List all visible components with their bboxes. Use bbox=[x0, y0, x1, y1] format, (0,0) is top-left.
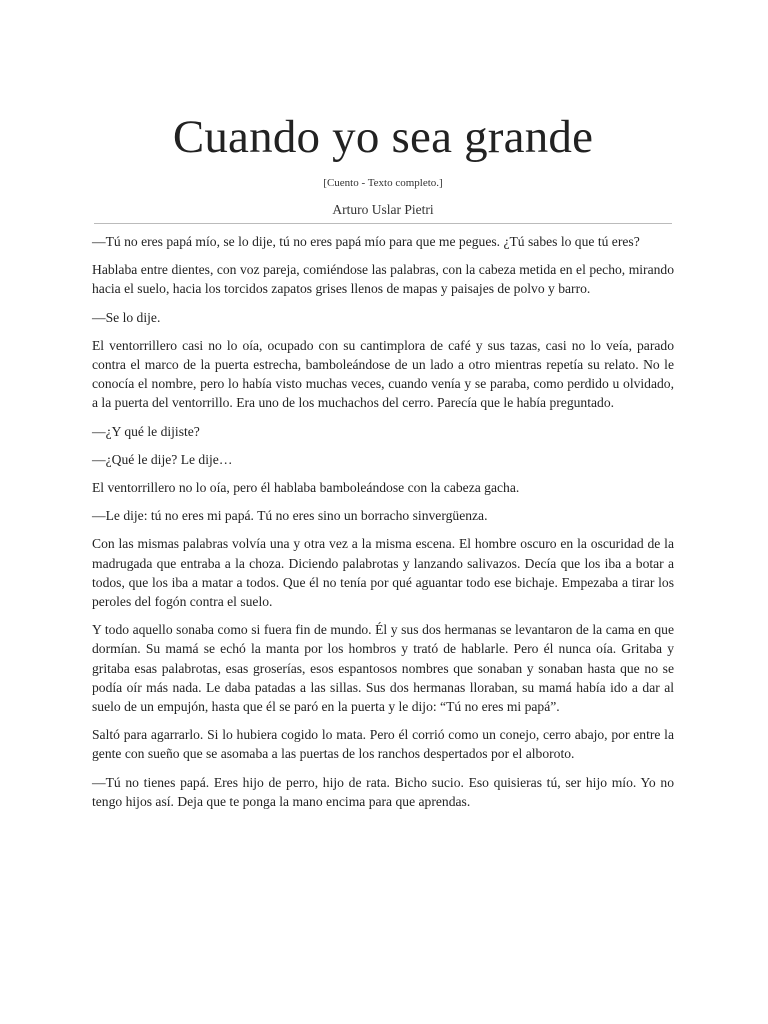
header-divider bbox=[94, 223, 672, 224]
paragraph: Con las mismas palabras volvía una y otra vez a la misma escena. El hombre oscuro en la oscuridad de la madrugada que entraba a la choza. Diciendo palabrotas y lanzando salivazos. Decía que los iba a botar a todos, que los iba a matar a todos. Que él no tenía por qué aguantar todo ese bichaje. Empezaba a tirar los peroles del fogón contra el suelo. bbox=[92, 536, 674, 610]
document-subtitle: [Cuento - Texto completo.] bbox=[323, 177, 443, 189]
paragraph: Hablaba entre dientes, con voz pareja, comiéndose las palabras, con la cabeza metida en el pecho, mirando hacia el suelo, hacia los torcidos zapatos grises llenos de mapas y paisajes de polvo y barro. bbox=[92, 262, 674, 297]
paragraph: —¿Qué le dije? Le dije… bbox=[92, 451, 233, 467]
paragraph: —Tú no eres papá mío, se lo dije, tú no eres papá mío para que me pegues. ¿Tú sabes lo que tú eres? bbox=[92, 234, 640, 249]
document-body bbox=[92, 232, 674, 811]
paragraph: Saltó para agarrarlo. Si lo hubiera cogido lo mata. Pero él corrió como un conejo, cerro abajo, por entre la gente con sueño que se asomaba a las puertas de los ranchos despertados por el alboroto. bbox=[92, 727, 674, 762]
document-author: Arturo Uslar Pietri bbox=[332, 202, 434, 217]
paragraph: El ventorrillero casi no lo oía, ocupado con su cantimplora de café y sus tazas, casi no lo veía, parado contra el marco de la puerta estrecha, bamboleándose de un lado a otro mientras repetía su relato. No le conocía el nombre, pero lo había visto muchas veces, cuando venía y se paraba, como perdido u olvidado, a la puerta del ventorrillo. Era uno de los muchachos del cerro. Parecía que le había preguntado. bbox=[92, 337, 674, 411]
paragraph: —Le dije: tú no eres mi papá. Tú no eres sino un borracho sinvergüenza. bbox=[92, 508, 488, 524]
paragraph: Y todo aquello sonaba como si fuera fin de mundo. Él y sus dos hermanas se levantaron de la cama en que dormían. Su mamá se echó la manta por los hombros y trató de hablarle. Pero él nunca oía. Gritaba y gritaba esas palabrotas, esas groserías, esos espantosos nombres que sonaban y sonaban hasta que no se podía oír más nada. Le daba patadas a las sillas. Sus dos hermanas lloraban, su mamá había ido a dar al suelo de un empujón, hasta que él se paró en la puerta y le dijo: “Tú no eres mi papá”. bbox=[92, 622, 674, 715]
paragraph: —Se lo dije. bbox=[92, 309, 161, 325]
paragraph: —Tú no tienes papá. Eres hijo de perro, hijo de rata. Bicho sucio. Eso quisieras tú, ser hijo mío. Yo no tengo hijos así. Deja que te ponga la mano encima para que aprendas. bbox=[92, 774, 674, 809]
document-page bbox=[92, 108, 674, 820]
paragraph: —¿Y qué le dijiste? bbox=[92, 423, 200, 439]
document-title: Cuando yo sea grande bbox=[172, 111, 594, 163]
paragraph: El ventorrillero no lo oía, pero él hablaba bamboleándose con la cabeza gacha. bbox=[92, 480, 520, 496]
